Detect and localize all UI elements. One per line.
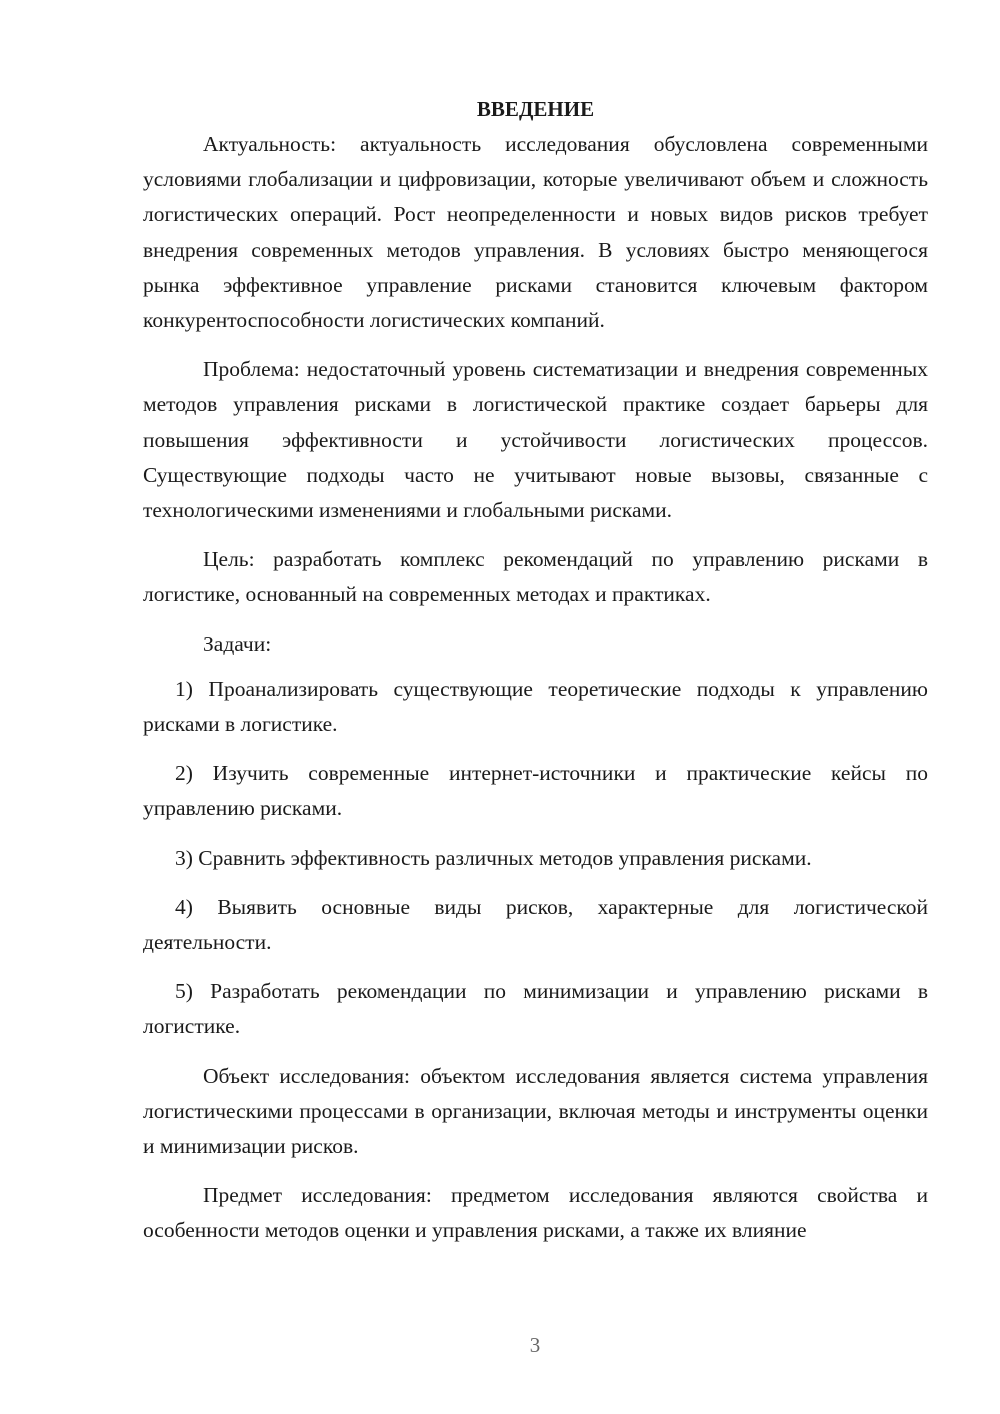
task-item-4: 4) Выявить основные виды рисков, характерные для логистической деятельности. <box>143 894 928 955</box>
paragraph-goal: Цель: разработать комплекс рекомендаций по управлению рисками в логистике, основанный на современных методах и практиках. <box>143 547 928 607</box>
paragraph-problem: Проблема: недостаточный уровень систематизации и внедрения современных методов управления рисками в логистической практике создает барьеры для повышения эффективности и устойчивости логистических процессов. Существующие подходы часто не учитывают новые вызовы, связанные с технологическими изменениями и глобальными рисками. <box>143 357 928 523</box>
page-number: 3 <box>529 1333 541 1357</box>
task-item-1: 1) Проанализировать существующие теоретические подходы к управлению рисками в логистике. <box>143 676 928 737</box>
paragraph-relevance: Актуальность: актуальность исследования обусловлена современными условиями глобализации и цифровизации, которые увеличивают объем и сложность логистических операций. Рост неопределенности и новых видов рисков требует внедрения современных методов управления. В условиях быстро меняющегося рынка эффективное управление рисками становится ключевым фактором конкурентоспособности логистических компаний. <box>143 132 928 333</box>
task-item-2: 2) Изучить современные интернет-источники и практические кейсы по управлению рисками. <box>143 761 928 821</box>
task-item-3: 3) Сравнить эффективность различных методов управления рисками. <box>175 845 812 870</box>
section-heading: ВВЕДЕНИЕ <box>476 97 595 121</box>
paragraph-subject: Предмет исследования: предметом исследования являются свойства и особенности методов оценки и управления рисками, а также их влияние <box>143 1183 928 1243</box>
task-item-5: 5) Разработать рекомендации по минимизации и управлению рисками в логистике. <box>143 979 928 1039</box>
tasks-label: Задачи: <box>203 631 272 656</box>
document-page <box>143 92 928 1263</box>
paragraph-object: Объект исследования: объектом исследования является система управления логистическими процессами в организации, включая методы и инструменты оценки и минимизации рисков. <box>143 1063 928 1159</box>
